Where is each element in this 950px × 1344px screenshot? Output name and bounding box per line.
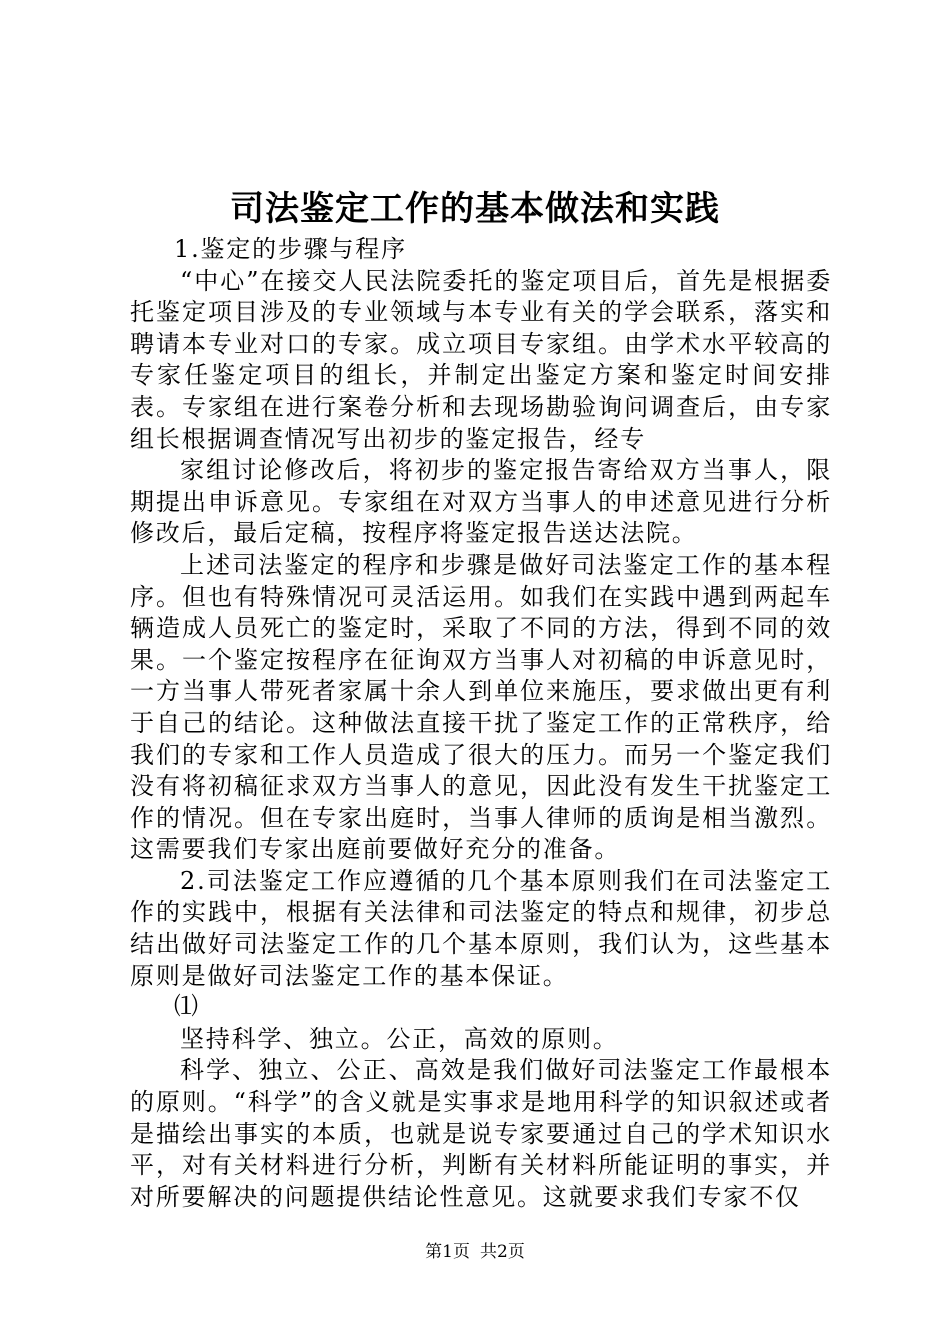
paragraph: “中心”在接交人民法院委托的鉴定项目后，首先是根据委托鉴定项目涉及的专业领域与本专业有关的学会联系，落实和聘请本专业对口的专家。成立项目专家组。由学术水平较高的专家任鉴定项目的组长，并制定出鉴定方案和鉴定时间安排表。专家组在进行案卷分析和去现场勘验询问调查后，由专家组长根据调查情况写出初步的鉴定报告，经专 — [130, 266, 832, 453]
paragraph: 上述司法鉴定的程序和步骤是做好司法鉴定工作的基本程序。但也有特殊情况可灵活运用。如我们在实践中遇到两起车辆造成人员死亡的鉴定时，采取了不同的方法，得到不同的效果。一个鉴定按程序在征询双方当事人对初稿的申诉意见时，一方当事人带死者家属十余人到单位来施压，要求做出更有利于自己的结论。这种做法直接干扰了鉴定工作的正常秩序，给我们的专家和工作人员造成了很大的压力。而另一个鉴定我们没有将初稿征求双方当事人的意见，因此没有发生干扰鉴定工作的情况。但在专家出庭时，当事人律师的质询是相当激烈。这需要我们专家出庭前要做好充分的准备。 — [130, 550, 832, 864]
paragraph: 科学、独立、公正、高效是我们做好司法鉴定工作最根本的原则。“科学”的含义就是实事求是地用科学的知识叙述或者是描绘出事实的本质，也就是说专家要通过自己的学术知识水平，对有关材料进行分析，判断有关材料所能证明的事实，并对所要解决的问题提供结论性意见。这就要求我们专家不仅 — [130, 1056, 832, 1211]
list-marker: ⑴ — [174, 994, 200, 1021]
section-heading: 1.鉴定的步骤与程序 — [174, 235, 407, 263]
paragraph: 2.司法鉴定工作应遵循的几个基本原则我们在司法鉴定工作的实践中，根据有关法律和司法鉴定的特点和规律，初步总结出做好司法鉴定工作的几个基本原则，我们认为，这些基本原则是做好司法鉴定工作的基本保证。 — [130, 866, 832, 990]
page-number: 第1页 — [425, 1242, 470, 1262]
paragraph: 坚持科学、独立。公正，高效的原则。 — [180, 1024, 619, 1053]
document-body — [130, 234, 832, 1213]
page-total: 共2页 — [480, 1242, 525, 1262]
paragraph: 家组讨论修改后，将初步的鉴定报告寄给双方当事人，限期提出申诉意见。专家组在对双方当事人的申述意见进行分析修改后，最后定稿，按程序将鉴定报告送达法院。 — [130, 456, 832, 548]
page-title: 司法鉴定工作的基本做法和实践 — [230, 189, 720, 229]
page-footer — [0, 1240, 950, 1264]
